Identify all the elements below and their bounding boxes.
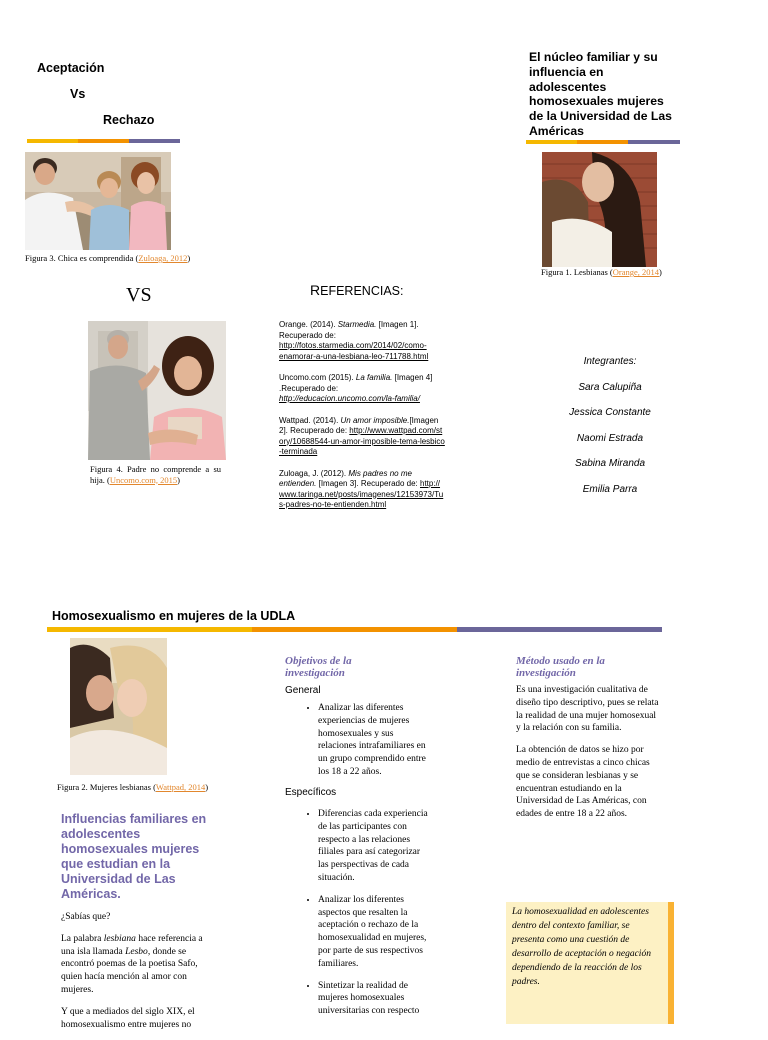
list-item: • Analizar las diferentes experiencias de mujeres homosexuales y sus relaciones intrafamiliares en un grupo comprendido entre los 18 a 22 años.	[318, 702, 428, 779]
figure-1-caption: Figura 1. Lesbianas (Orange, 2014)	[541, 267, 662, 277]
metodo-title: Método usado en la investigación	[516, 655, 605, 679]
member-name: Emilia Parra	[582, 483, 638, 495]
figure-1-source-link[interactable]: Orange, 2014	[612, 267, 660, 277]
figure-2-caption: Figura 2. Mujeres lesbianas (Wattpad, 2014)	[57, 782, 209, 792]
reference-item: Orange. (2014). Starmedia. [Imagen 1]. Recuperado de: http://fotos.starmedia.com/2014/02/como-enamorar-a-una-lesbiana-leo-711788.html	[279, 320, 429, 361]
vs-label-large: VS	[126, 284, 152, 306]
figure-3-caption: Figura 3. Chica es comprendida (Zuloaga, 2012)	[25, 253, 191, 263]
figure-4-source-link[interactable]: Uncomo.com, 2015	[109, 474, 178, 485]
siglo-paragraph: Y que a mediados del siglo XIX, el homosexualismo entre mujeres no	[61, 1006, 195, 1030]
member-name: Jessica Constante	[569, 407, 651, 418]
reference-item: Uncomo.com (2015). La familia. [Imagen 4] .Recuperado de: http://educacion.uncomo.com/la-familia/	[279, 373, 433, 403]
rechazo-label: Rechazo	[103, 113, 155, 127]
references-list	[279, 320, 445, 522]
especificos-list	[286, 808, 428, 1024]
sidebar-body	[61, 911, 206, 1040]
quote-text: La homosexualidad en adolescentes dentro del contexto familiar, se presenta como una cuestión de desarrollo de aceptación o negación dependiendo de la reacción de los padres.	[512, 907, 651, 987]
aceptacion-label: Aceptación	[37, 61, 105, 75]
member-name: Sara Calupiña	[578, 381, 642, 393]
members-list	[550, 356, 670, 509]
list-item: • Diferencias cada experiencia de las participantes con respecto a las relaciones filiales para así categorizar las perspectivas de cada situación.	[318, 808, 428, 885]
reference-item: Wattpad. (2014). Un amor imposible.[Imagen 2]. Recuperado de: http://www.wattpad.com/story/10688544-un-amor-imposible-tema-lesbico-terminada	[279, 415, 445, 456]
figure-4-caption: Figura 4. Padre no comprende a su hija. (Uncomo.com, 2015)	[90, 464, 221, 485]
list-item: • Sintetizar la realidad de mujeres homosexuales universitarias con respecto	[318, 980, 428, 1018]
list-item: • Analizar los diferentes aspectos que resalten la aceptación o rechazo de la homosexualidad en mujeres, por parte de sus respectivos familiares.	[318, 894, 428, 971]
figure-1-photo	[542, 152, 657, 267]
color-bar-top-right	[526, 140, 680, 144]
metodo-body	[516, 684, 659, 830]
objetivos-title: Objetivos de la investigación	[285, 655, 352, 679]
member-name: Sabina Miranda	[574, 458, 646, 469]
lesbiana-paragraph: La palabra lesbiana hace referencia a una isla llamada Lesbo, donde se encontró poemas de la poetisa Safo, quien hacía mención al amor con mujeres.	[61, 933, 203, 995]
figure-4-photo	[88, 321, 226, 460]
members-heading: Integrantes:	[583, 356, 637, 367]
metodo-paragraph: La obtención de datos se hizo por medio de entrevistas a cinco chicas que se consideran lesbianas y se encuentran estudiando en la Universidad de Las Américas, con edades de entre 18 a 22 años.	[516, 745, 650, 820]
reference-url[interactable]: http://www.wattpad.com/story/10688544-un-amor-imposible-tema-lesbico-terminada	[279, 426, 445, 456]
sidebar-title: Influencias familiares en adolescentes homosexuales mujeres que estudian en la Universidad de Las Américas.	[61, 812, 207, 901]
reference-url[interactable]: http://educacion.uncomo.com/la-familia/	[279, 394, 420, 403]
reference-item: Zuloaga, J. (2012). Mis padres no me entienden. [Imagen 3]. Recuperado de: http://www.taringa.net/posts/imagenes/12153973/Tus-padres-no-te-entienden.html	[279, 468, 444, 509]
brochure-title: El núcleo familiar y su influencia en adolescentes homosexuales mujeres de la Universidad de Las Américas	[529, 50, 672, 138]
reference-url[interactable]: http://fotos.starmedia.com/2014/02/como-enamorar-a-una-lesbiana-leo-711788.html	[279, 341, 429, 361]
figure-3-source-link[interactable]: Zuloaga, 2012	[138, 253, 188, 263]
figure-2-photo	[70, 638, 167, 775]
figure-2-source-link[interactable]: Wattpad, 2014	[155, 782, 206, 792]
member-name: Naomi Estrada	[576, 432, 644, 444]
metodo-paragraph: Es una investigación cualitativa de diseño tipo descriptivo, pues se relata la realidad de una mujer homosexual y la relación con su familia.	[516, 685, 659, 734]
color-bar-top-left	[27, 139, 180, 143]
general-list	[286, 702, 428, 788]
references-heading: REFERENCIAS:	[310, 282, 404, 298]
reference-url[interactable]: http://www.taringa.net/posts/imagenes/12153973/Tus-padres-no-te-entienden.html	[279, 479, 444, 509]
figure-3-photo	[25, 152, 171, 250]
sabias-heading: ¿Sabías que?	[61, 912, 111, 922]
especificos-label: Específicos	[285, 787, 337, 798]
color-bar-section	[47, 627, 662, 632]
section-heading: Homosexualismo en mujeres de la UDLA	[52, 609, 296, 623]
general-label: General	[285, 685, 321, 696]
quote-box	[506, 902, 674, 1024]
vs-label-small: Vs	[70, 87, 86, 101]
